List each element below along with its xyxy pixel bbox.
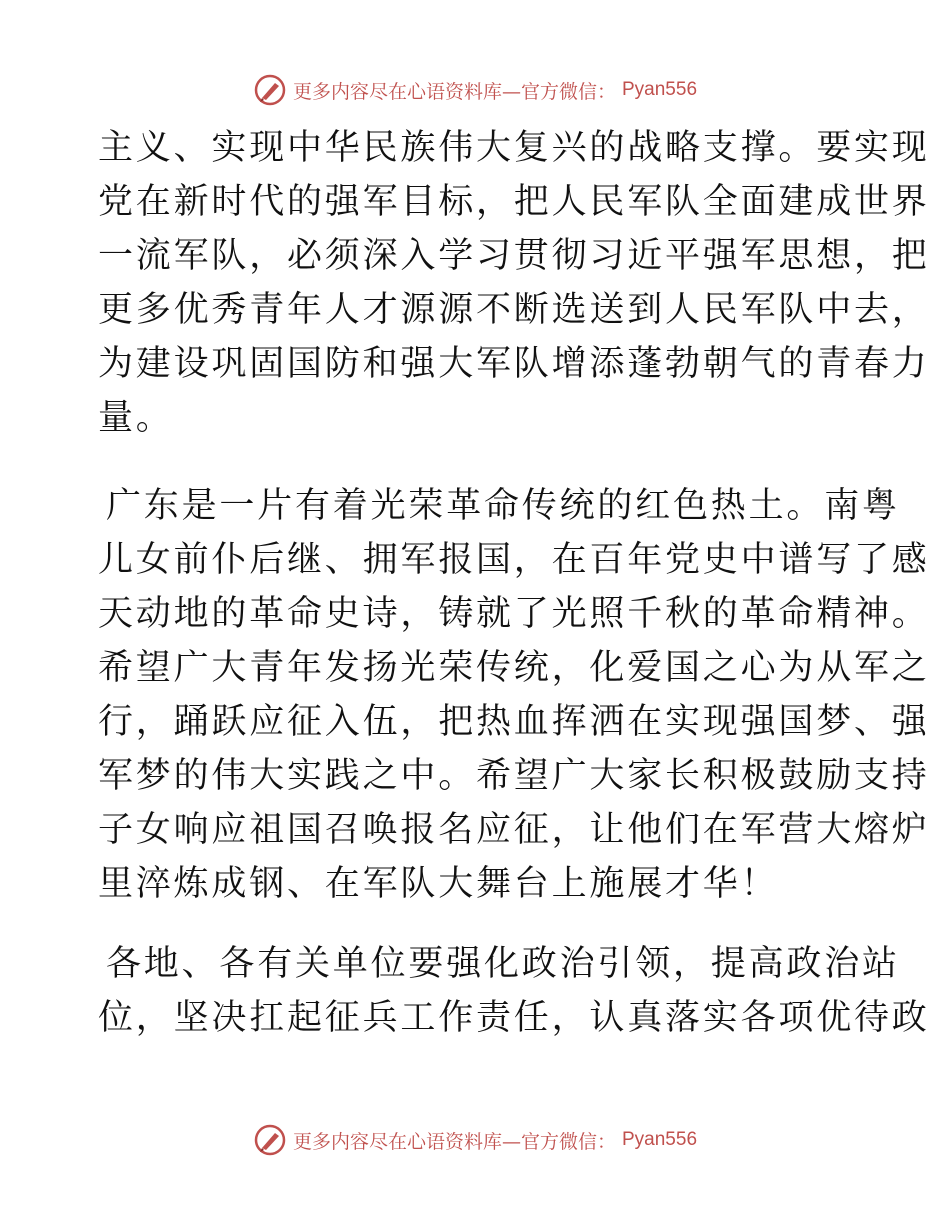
text-line: 行，踊跃应征入伍，把热血挥洒在实现强国梦、强 [98,702,930,742]
document-body [98,121,930,1045]
watermark-wechat-id: Pyan556 [622,79,698,100]
quill-pen-logo-icon [253,73,287,107]
text-line: 子女响应祖国召唤报名应征，让他们在军营大熔炉 [98,810,930,850]
text-line: 各地、各有关单位要强化政治引领，提高政治站 [106,944,900,984]
text-line: 量。 [98,398,174,438]
text-line: 位，坚决扛起征兵工作责任，认真落实各项优待政 [98,998,930,1038]
header-watermark [0,70,950,110]
watermark-site-text: 更多内容尽在心语资料库—官方微信： [292,80,616,103]
quill-pen-logo-icon [253,1123,287,1157]
text-line: 儿女前仆后继、拥军报国，在百年党史中谱写了感 [98,540,930,580]
text-line: 军梦的伟大实践之中。希望广大家长积极鼓励支持 [98,756,930,796]
text-line: 为建设巩固国防和强大军队增添蓬勃朝气的青春力 [98,344,930,384]
text-line: 里淬炼成钢、在军队大舞台上施展才华！ [98,864,779,904]
paragraph-3 [98,937,930,1045]
watermark-wechat-id: Pyan556 [622,1129,698,1150]
text-line: 主义、实现中华民族伟大复兴的战略支撑。要实现 [98,128,930,168]
paragraph-2 [98,479,930,911]
footer-watermark [0,1120,950,1160]
text-line: 党在新时代的强军目标，把人民军队全面建成世界 [98,182,930,222]
text-line: 广东是一片有着光荣革命传统的红色热土。南粤 [106,486,900,526]
text-line: 希望广大青年发扬光荣传统，化爱国之心为从军之 [98,648,930,688]
paragraph-1 [98,121,930,445]
text-line: 更多优秀青年人才源源不断选送到人民军队中去， [98,290,930,330]
text-line: 一流军队，必须深入学习贯彻习近平强军思想，把 [98,236,930,276]
text-line: 天动地的革命史诗，铸就了光照千秋的革命精神。 [98,594,930,634]
watermark-site-text: 更多内容尽在心语资料库—官方微信： [292,1130,616,1153]
